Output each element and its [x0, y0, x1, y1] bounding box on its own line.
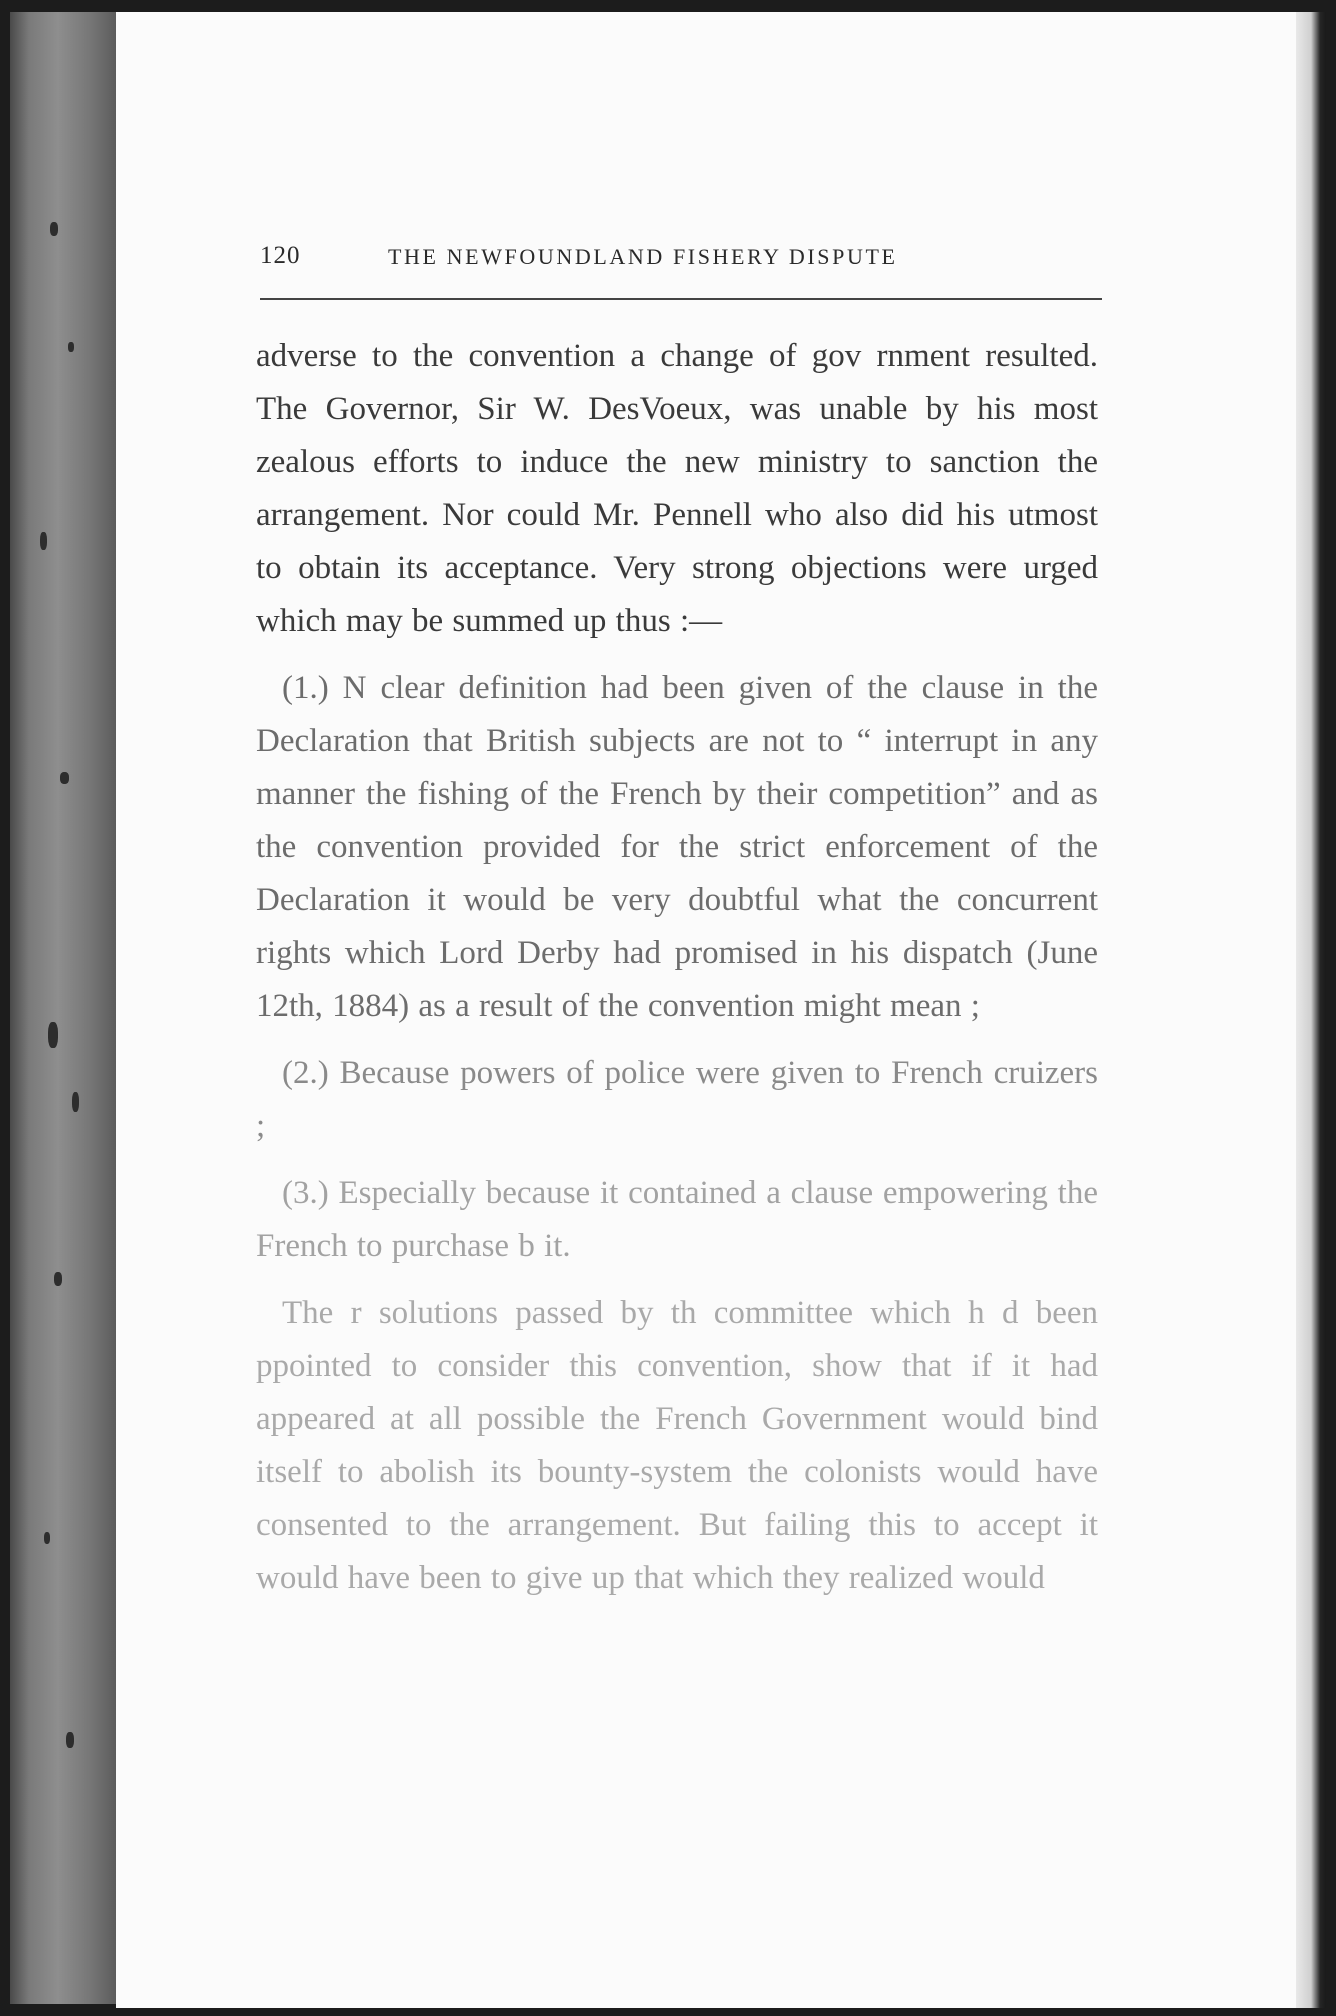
book-binding-edge [10, 12, 116, 2004]
header-rule [260, 298, 1102, 300]
paragraph: (1.) N clear definition had been given of the clause in the Declaration that British subjects are not to “ interrupt in any manner the fishing of the French by their competition” and as the convention provided for the strict enforcement of the Declaration it would be very doubtful what the concurrent rights which Lord Derby had promised in his dispatch (June 12th, 1884) as a result of the convention might mean ; [256, 670, 1098, 1024]
running-head [260, 238, 1102, 278]
paragraph: (2.) Because powers of police were given to French cruizers ; [256, 1055, 1098, 1144]
paragraph: (3.) Especially because it contained a clause empowering the French to purchase b it. [256, 1175, 1098, 1264]
paragraph: adverse to the convention a change of gov rnment resulted. The Governor, Sir W. DesVoeux, was unable by his most zealous efforts to induce the new ministry to sanction the arrangement. Nor could Mr. Pennell who also did his utmost to obtain its acceptance. Very strong objections were urged which may be summed up thus :— [256, 338, 1098, 639]
page-number: 120 [260, 242, 301, 269]
paragraph: The r solutions passed by th committee which h d been ppointed to consider this convention, show that if it had appeared at all possible the French Government would bind itself to abolish its bounty-system the colonists would have consented to the arrangement. But failing this to accept it would have been to give up that which they realized would [256, 1295, 1098, 1596]
body-text [256, 330, 1098, 1605]
page-right-edge [1296, 12, 1326, 2008]
running-title: THE NEWFOUNDLAND FISHERY DISPUTE [388, 244, 898, 269]
